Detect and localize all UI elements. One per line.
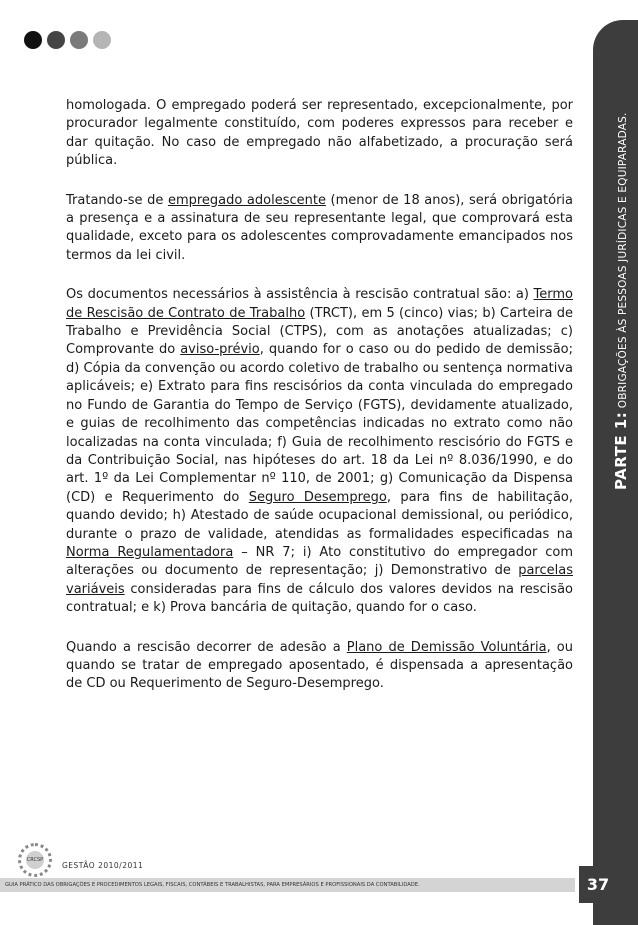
paragraph-1: homologada. O empregado poderá ser representado, excepcionalmente, por procurador legalmente constituído, com poderes expressos para receber e dar quitação. No caso de empregado não alfabetizado, a procuração será pública.	[66, 98, 573, 169]
text: – NR 7; i) Ato constitutivo do empregador com alterações ou documento de representação; j) Demonstrativo de	[66, 544, 573, 579]
crcsp-logo	[18, 843, 52, 877]
text: Os documentos necessários à assistência à rescisão contratual são: a)	[66, 287, 534, 303]
dot-icon	[24, 31, 42, 49]
text: , ou quando se tratar de empregado aposentado, é dispensada a apresentação de CD ou Requerimento de Seguro-Desemprego.	[66, 639, 573, 692]
text: Quando a rescisão decorrer de adesão a	[66, 639, 347, 655]
dot-icon	[70, 31, 88, 49]
page-body	[66, 97, 573, 715]
paragraph-2	[66, 192, 573, 266]
gestao-label: GESTÃO 2010/2011	[62, 861, 144, 870]
section-title-text: OBRIGAÇÕES ÀS PESSOAS JURÍDICAS E EQUIPARADAS.	[617, 112, 629, 409]
link-aviso-previo[interactable]: aviso-prévio	[180, 342, 260, 358]
section-part: PARTE 1:	[612, 411, 630, 490]
paragraph-3	[66, 286, 573, 617]
dot-icon	[93, 31, 111, 49]
dot-icon	[47, 31, 65, 49]
link-empregado-adolescente[interactable]: empregado adolescente	[167, 192, 326, 208]
link-trct[interactable]: Termo de Rescisão de Contrato de Trabalho	[66, 287, 573, 321]
section-title	[612, 113, 630, 490]
text: , quando for o caso ou do pedido de demissão; d) Cópia da convenção ou acordo coletivo de trabalho ou sentença normativa aplicáveis; e) Extrato para fins rescisórios da conta vinculada do empregado no Fundo de Garantia do Tempo de Serviço (FGTS), devidamente atualizado, e guias de recolhimento das competências indicadas no extrato como não localizadas na conta vinculada; f) Guia de recolhimento rescisório do FGTS e da Contribuição Social, nas hipóteses do art. 18 da Lei nº 8.036/1990, e do art. 1º da Lei Complementar nº 110, de 2001; g) Comunicação da Dispensa (CD) e Requerimento do	[66, 342, 573, 505]
page-number: 37	[579, 866, 617, 903]
link-norma-regulamentadora[interactable]: Norma Regulamentadora	[66, 544, 234, 560]
text: consideradas para fins de cálculo dos valores devidos na rescisão contratual; e k) Prova bancária de quitação, quando for o caso.	[66, 581, 573, 616]
decorative-dots	[24, 31, 111, 49]
text: (menor de 18 anos), será obrigatória a presença e a assinatura de seu representante legal, que comprovará esta qualidade, exceto para os adolescentes comprovadamente emancipados nos termos da lei civil.	[66, 192, 573, 263]
link-parcelas-variaveis[interactable]: parcelas variáveis	[66, 563, 573, 597]
text: , para fins de habilitação, quando devido; h) Atestado de saúde ocupacional demissional, ou periódico, durante o prazo de validade, atendidas as formalidades especificadas na	[66, 489, 574, 542]
text: (TRCT), em 5 (cinco) vias; b) Carteira de Trabalho e Previdência Social (CTPS), com as anotações atualizadas; c) Comprovante do	[66, 305, 573, 358]
text: Tratando-se de	[66, 192, 168, 208]
link-plano-demissao-voluntaria[interactable]: Plano de Demissão Voluntária	[346, 639, 547, 655]
logo-inner: CRCSP	[26, 851, 44, 869]
paragraph-4	[66, 639, 573, 694]
footer-bar: GUIA PRÁTICO DAS OBRIGAÇÕES E PROCEDIMENTOS LEGAIS, FISCAIS, CONTÁBEIS E TRABALHISTAS, PARA EMPRESÁRIOS E PROFISSIONAIS DA CONTABILIDADE.	[0, 878, 575, 892]
link-seguro-desemprego[interactable]: Seguro Desemprego	[248, 489, 387, 505]
